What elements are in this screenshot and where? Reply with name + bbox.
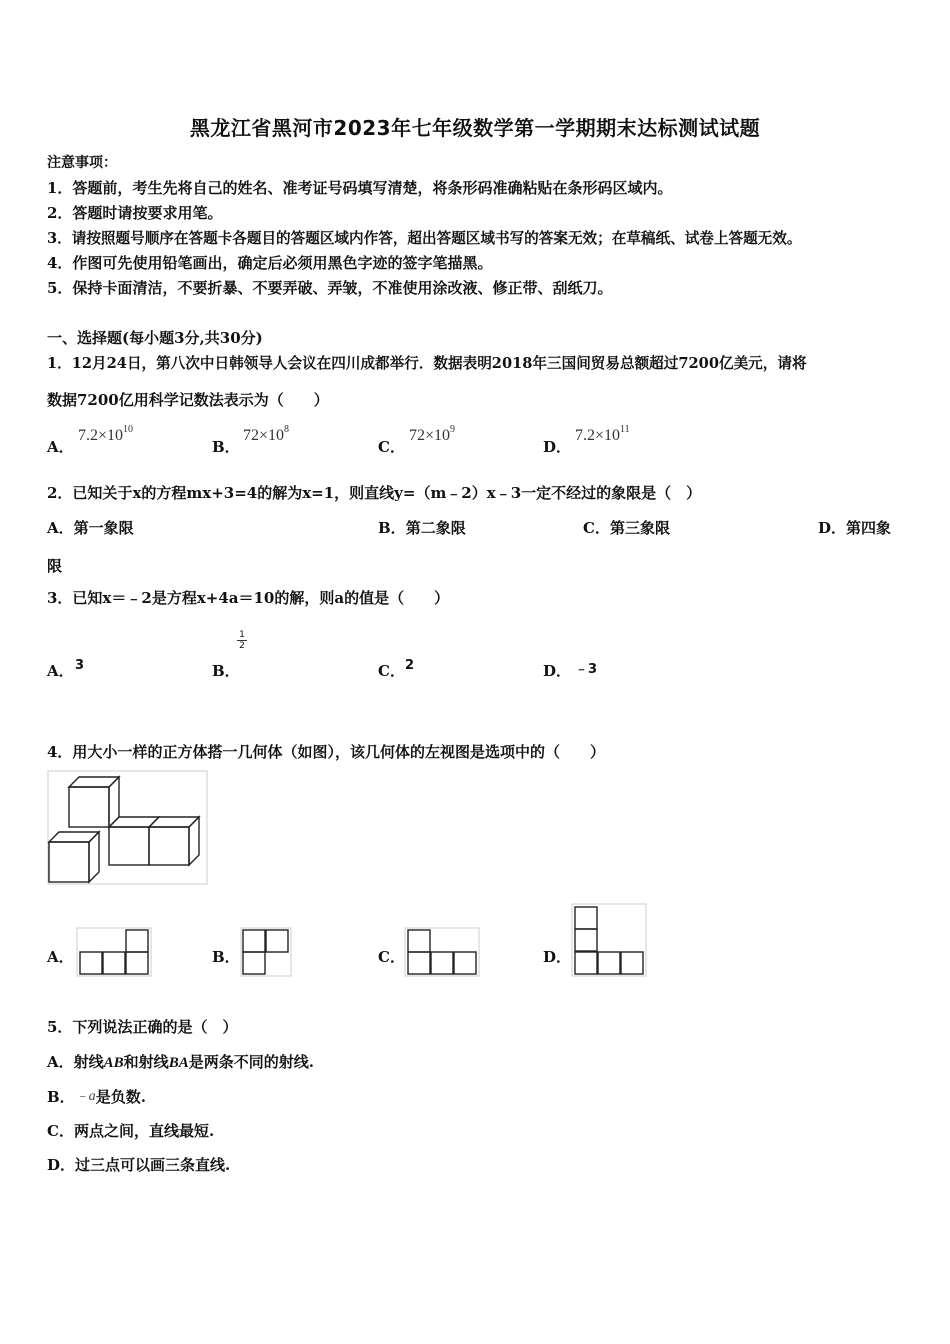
q4-option-b-label: B． xyxy=(212,948,240,966)
q2-option-d-wrap: 限 xyxy=(47,557,63,575)
q5-option-a: A．射线AB和射线BA是两条不同的射线. xyxy=(47,1053,314,1071)
q3-option-c-label: C． xyxy=(378,662,405,680)
cube-back-right xyxy=(149,817,199,865)
note-item-2: 2．答题时请按要求用笔。 xyxy=(47,204,223,222)
q2-option-d: D．第四象 xyxy=(818,519,892,537)
q1-option-d-label: D． xyxy=(543,438,572,456)
q4-option-a-label: A． xyxy=(47,948,74,966)
q1-option-c-value: $72\times 10^9$ xyxy=(409,424,456,444)
cube-middle xyxy=(109,817,159,865)
q2-stem: 2．已知关于x的方程mx+3=4的解为x=1，则直线y=（m﹣2）x﹣3一定不经过的象限是（ ） xyxy=(47,484,702,502)
q3-option-c-value: 2 xyxy=(405,658,415,673)
q1-option-a-label: A． xyxy=(47,438,74,456)
q3-option-b-fraction: 1 2 xyxy=(237,630,247,651)
q3-option-a-value: 3 xyxy=(75,658,85,673)
note-item-1: 1．答题前，考生先将自己的姓名、准考证号码填写清楚，将条形码准确粘贴在条形码区域内。 xyxy=(47,179,673,197)
q4-option-b-figure xyxy=(240,927,292,977)
note-item-3: 3．请按照题号顺序在答题卡各题目的答题区域内作答，超出答题区域书写的答案无效；在草稿纸、试卷上答题无效。 xyxy=(47,230,802,247)
q1-option-a-value: $7.2\times 10^{10}$ xyxy=(78,424,134,444)
page-title: 黑龙江省黑河市2023年七年级数学第一学期期末达标测试试题 xyxy=(189,116,761,140)
q3-option-d-value: ﹣3 xyxy=(575,662,598,677)
cube-top xyxy=(69,777,119,827)
q1-stem-line1: 1．12月24日，第八次中日韩领导人会议在四川成都举行．数据表明2018年三国间贸易总额超过7200亿美元，请将 xyxy=(47,355,807,372)
q3-option-d-label: D． xyxy=(543,662,572,680)
q5-option-b: B．﹣a是负数. xyxy=(47,1088,146,1106)
q4-option-a-figure xyxy=(76,927,152,977)
q4-option-c-label: C． xyxy=(378,948,405,966)
q5-option-d: D．过三点可以画三条直线. xyxy=(47,1156,231,1174)
q4-option-d-label: D． xyxy=(543,948,572,966)
q4-cube-figure xyxy=(47,770,209,886)
note-item-4: 4．作图可先使用铅笔画出，确定后必须用黑色字迹的签字笔描黑。 xyxy=(47,254,493,272)
q2-option-a: A．第一象限 xyxy=(47,519,134,537)
q3-option-b-label: B． xyxy=(212,662,240,680)
q1-option-b-value: $72\times 10^8$ xyxy=(243,424,290,444)
q4-stem: 4．用大小一样的正方体搭一几何体（如图），该几何体的左视图是选项中的（ ） xyxy=(47,743,605,761)
q1-stem-line2: 数据7200亿用科学记数法表示为（ ） xyxy=(47,391,329,409)
cube-front-left xyxy=(49,832,99,882)
q3-stem: 3．已知x＝﹣2是方程x+4a＝10的解，则a的值是（ ） xyxy=(47,589,450,607)
q5-stem: 5．下列说法正确的是（ ） xyxy=(47,1018,238,1036)
notes-heading: 注意事项： xyxy=(47,155,117,171)
q2-option-c: C．第三象限 xyxy=(583,519,670,537)
q3-option-a-label: A． xyxy=(47,662,74,680)
section-heading: 一、选择题(每小题3分,共30分) xyxy=(47,329,263,347)
q4-option-d-figure xyxy=(571,903,647,977)
q1-option-d-value: $7.2\times 10^{11}$ xyxy=(575,424,630,444)
q1-option-c-label: C． xyxy=(378,438,405,456)
note-item-5: 5．保持卡面清洁，不要折暴、不要弄破、弄皱，不准使用涂改液、修正带、刮纸刀。 xyxy=(47,279,613,297)
q1-option-b-label: B． xyxy=(212,438,240,456)
q4-option-c-figure xyxy=(404,927,480,977)
q2-option-b: B．第二象限 xyxy=(378,519,466,537)
q5-option-c: C．两点之间，直线最短. xyxy=(47,1122,215,1140)
